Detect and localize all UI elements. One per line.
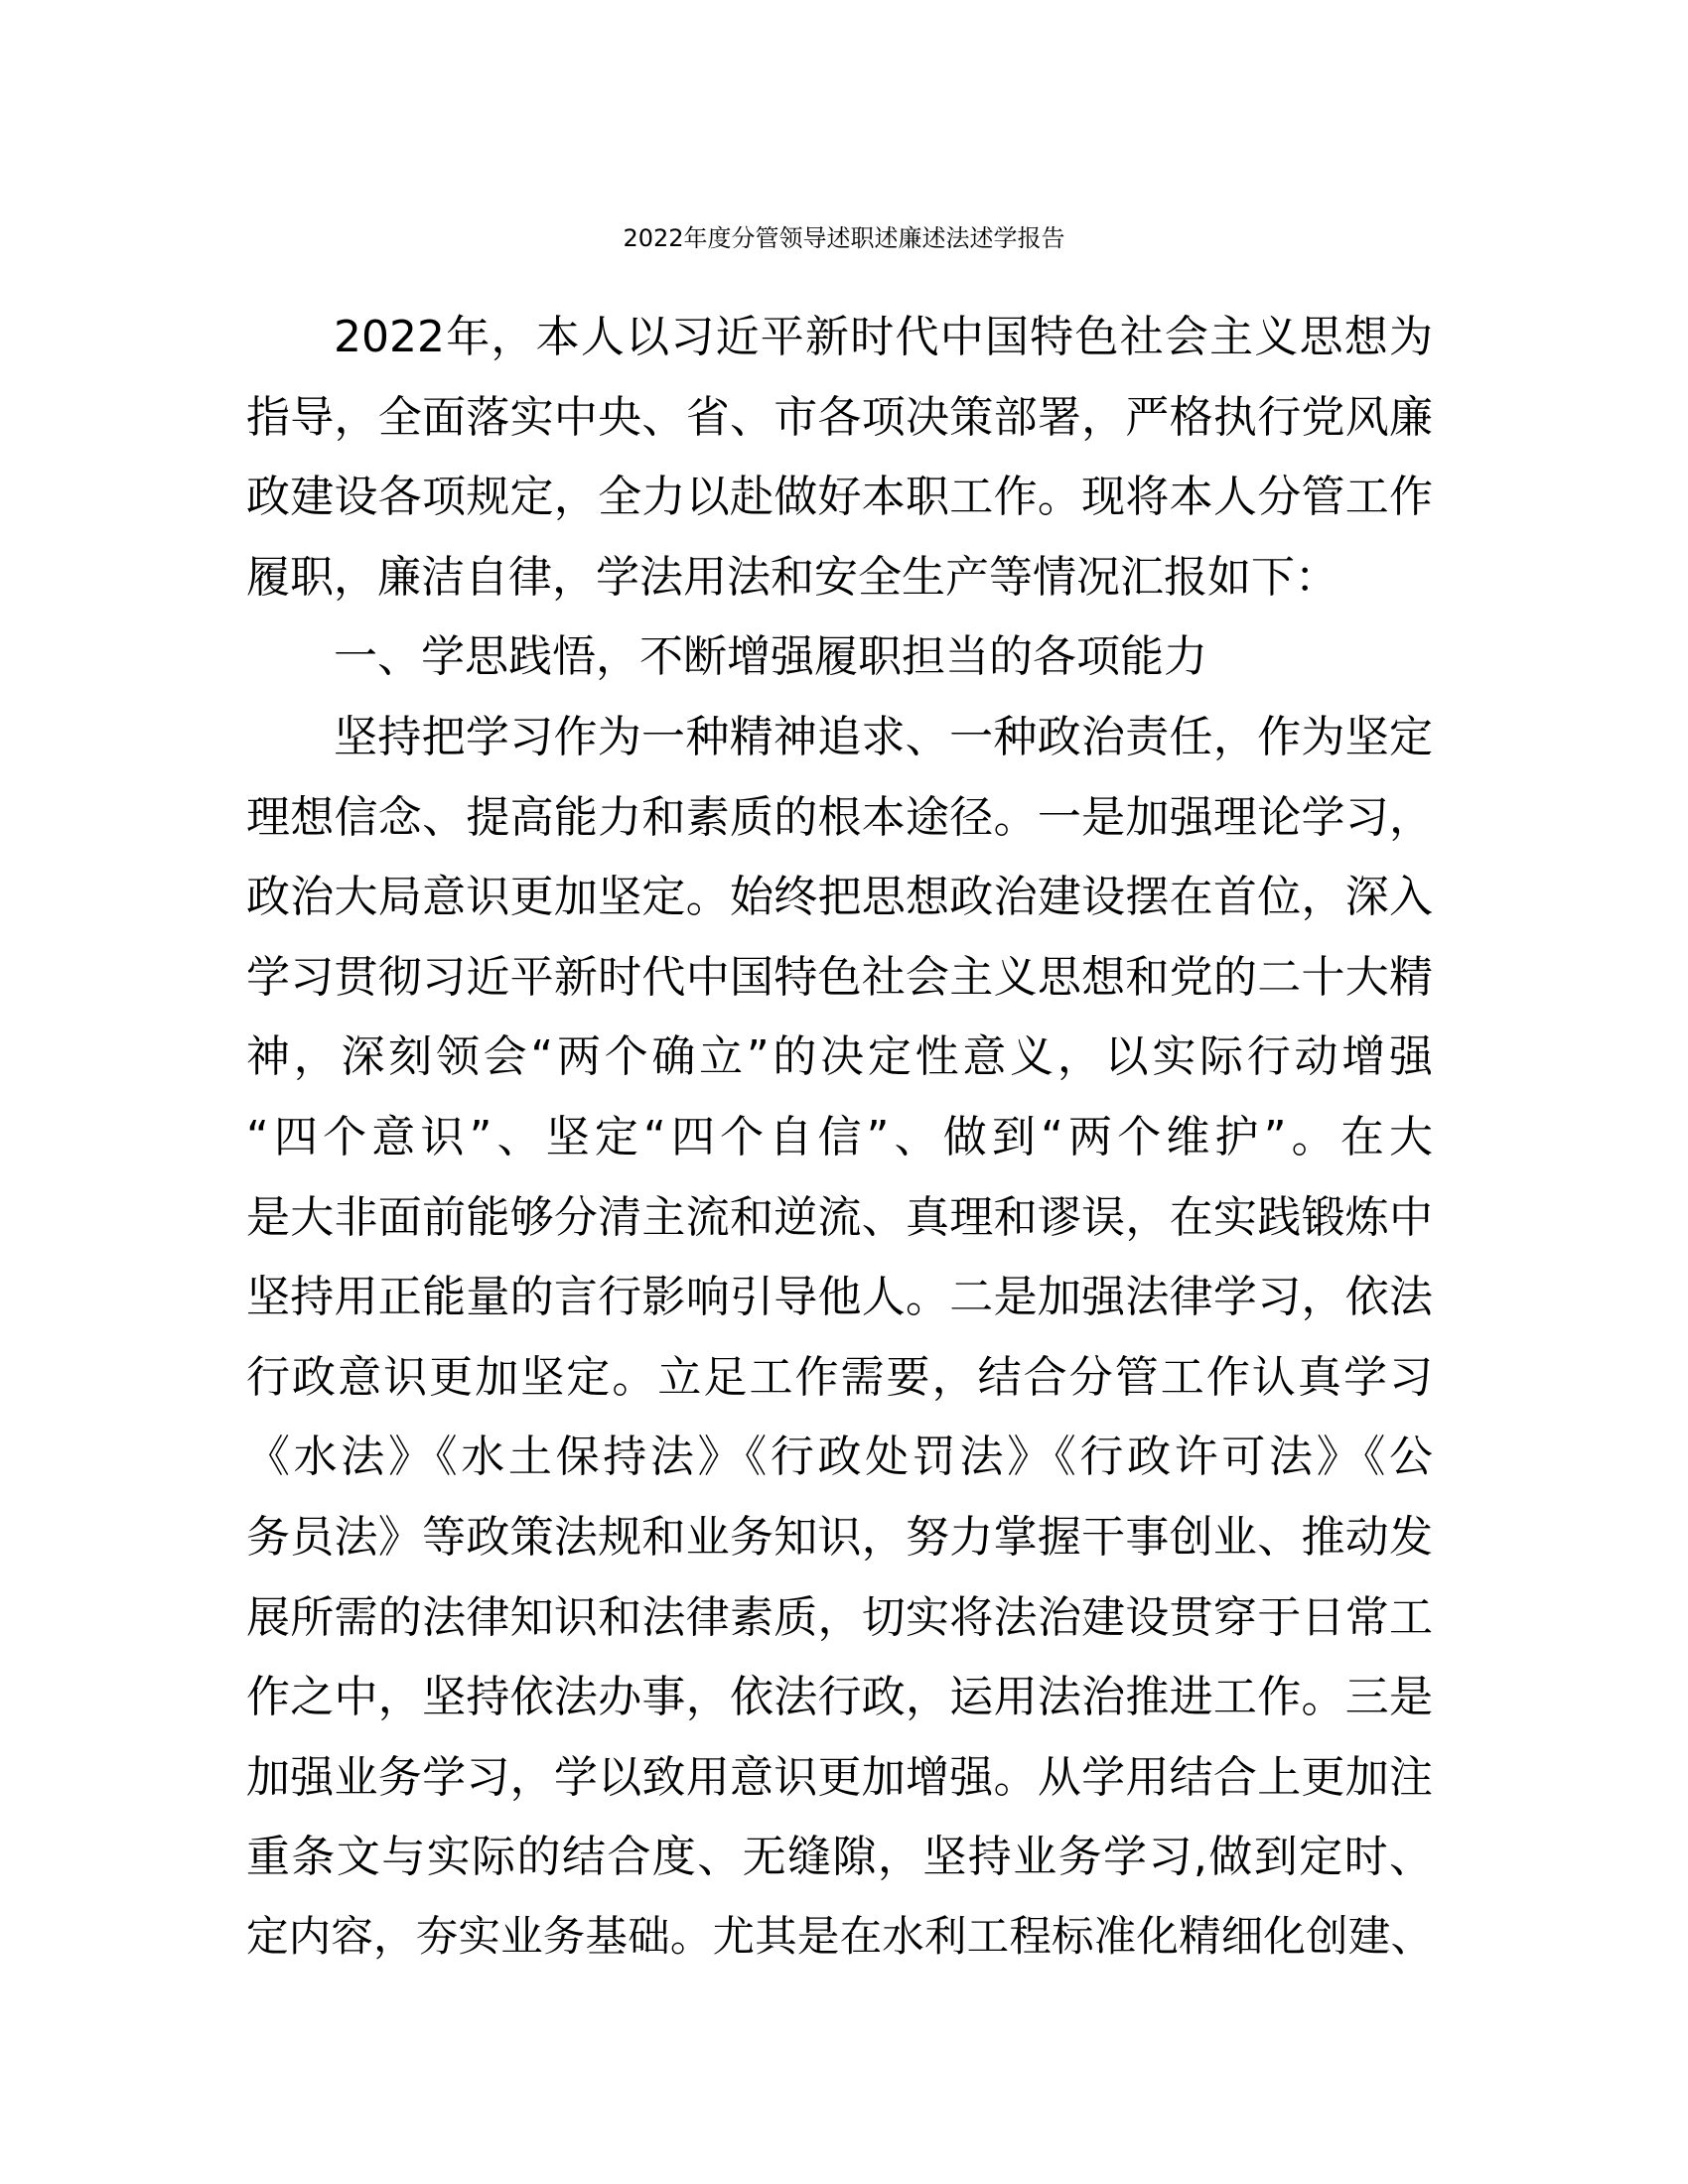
body-line: 政建设各项规定，全力以赴做好本职工作。现将本人分管工作 (246, 472, 1433, 523)
document-title: 2022年度分管领导述职述廉述法述学报告 (623, 224, 1065, 252)
body-line: 神，深刻领会“两个确立”的决定性意义，以实际行动增强 (246, 1031, 1433, 1083)
body-line: 作之中，坚持依法办事，依法行政，运用法治推进工作。三是 (246, 1672, 1433, 1723)
body-line: 务员法》等政策法规和业务知识，努力掌握干事创业、推动发 (246, 1511, 1433, 1563)
body-line: 理想信念、提高能力和素质的根本途径。一是加强理论学习， (246, 791, 1433, 843)
body-line: 行政意识更加坚定。立足工作需要，结合分管工作认真学习 (246, 1351, 1433, 1403)
body-line: 一、学思践悟，不断增强履职担当的各项能力 (334, 631, 1207, 683)
document-body (246, 298, 1433, 1978)
body-line: 坚持把学习作为一种精神追求、一种政治责任，作为坚定 (334, 711, 1433, 762)
body-line: 政治大局意识更加坚定。始终把思想政治建设摆在首位，深入 (246, 872, 1433, 923)
body-line: 坚持用正能量的言行影响引导他人。二是加强法律学习，依法 (246, 1272, 1433, 1323)
body-line: “四个意识”、坚定“四个自信”、做到“两个维护”。在大 (246, 1111, 1433, 1162)
body-line: 指导，全面落实中央、省、市各项决策部署，严格执行党风廉 (246, 391, 1433, 443)
body-line: 加强业务学习，学以致用意识更加增强。从学用结合上更加注 (246, 1751, 1433, 1803)
body-line: 重条文与实际的结合度、无缝隙，坚持业务学习,做到定时、 (246, 1832, 1433, 1883)
body-line: 学习贯彻习近平新时代中国特色社会主义思想和党的二十大精 (246, 951, 1433, 1003)
body-line: 《水法》《水土保持法》《行政处罚法》《行政许可法》《公 (246, 1432, 1433, 1483)
body-line: 履职，廉洁自律，学法用法和安全生产等情况汇报如下： (246, 551, 1338, 603)
body-line: 2022年，本人以习近平新时代中国特色社会主义思想为 (334, 312, 1433, 362)
body-line: 展所需的法律知识和法律素质，切实将法治建设贯穿于日常工 (246, 1591, 1433, 1643)
body-line: 是大非面前能够分清主流和逆流、真理和谬误，在实践锻炼中 (246, 1191, 1433, 1243)
body-line: 定内容，夯实业务基础。尤其是在水利工程标准化精细化创建、 (246, 1912, 1433, 1962)
